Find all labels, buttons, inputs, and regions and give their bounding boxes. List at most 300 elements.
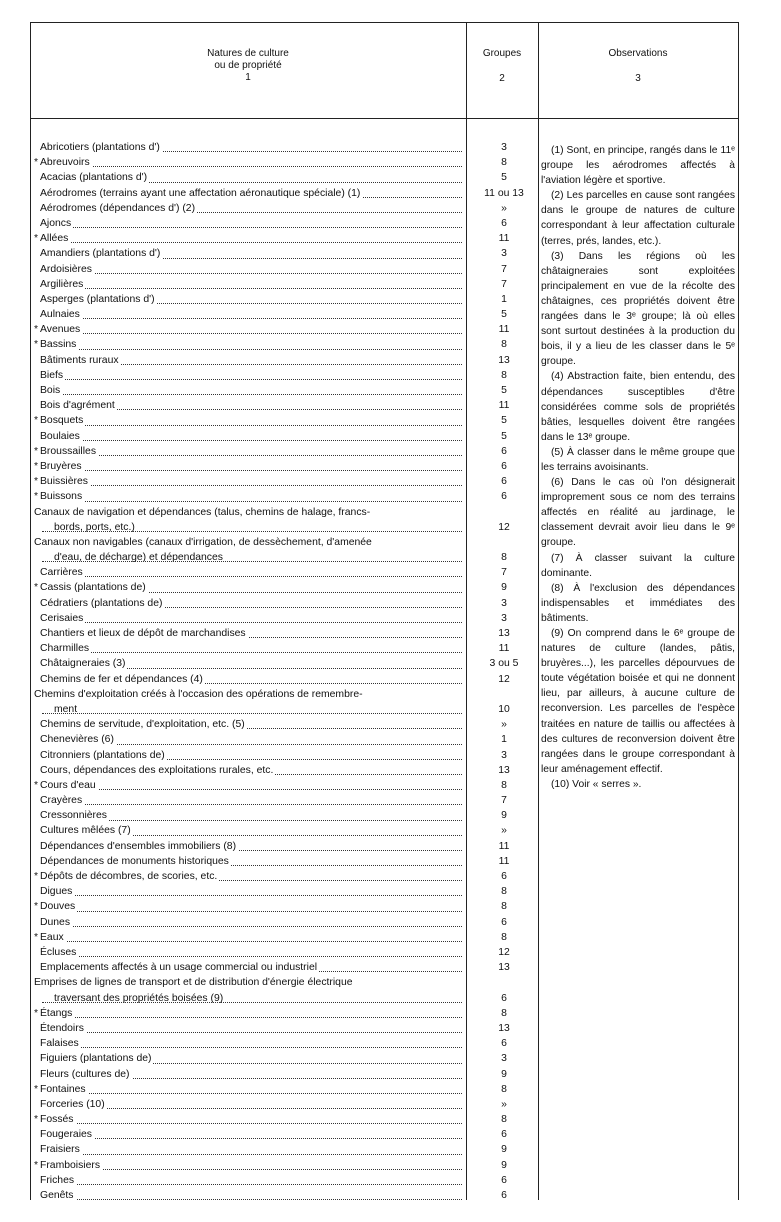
leader-dots: [42, 561, 462, 562]
observation-note: (8) À l'exclusion des dépendances indispensables et immédiates des bâtiments.: [541, 582, 735, 624]
table-row: [30, 1158, 739, 1173]
group-cell: 6: [501, 445, 507, 457]
group-cell: 5: [501, 309, 507, 321]
nature-cell: [34, 1112, 462, 1127]
nature-cell: [34, 687, 462, 717]
nature-label: Avenues: [40, 324, 81, 336]
nature-label: Écluses: [40, 946, 77, 958]
group-cell: 8: [501, 1114, 507, 1126]
leader-dots: [42, 425, 462, 426]
nature-cell: [34, 975, 462, 1005]
nature-label: Fontaines: [40, 1083, 86, 1095]
nature-cell: [34, 763, 462, 778]
star-marker: *: [34, 445, 39, 457]
observations-text: [541, 143, 735, 792]
header-natures: [30, 48, 466, 84]
group-cell: 3 ou 5: [489, 658, 519, 670]
star-marker: *: [34, 157, 39, 169]
group-cell: 9: [501, 1068, 507, 1080]
table-row: [30, 1097, 739, 1112]
nature-cell: [34, 474, 462, 489]
table-row: [30, 823, 739, 838]
nature-cell: [34, 823, 462, 838]
nature-label: Emprises de lignes de transport et de distribution d'énergie électrique: [34, 977, 353, 989]
nature-cell: [34, 565, 462, 580]
table-row: [30, 1188, 739, 1203]
header-observations-number: 3: [635, 73, 641, 84]
nature-label: Abricotiers (plantations d'): [40, 142, 160, 153]
nature-cell: [34, 535, 462, 565]
nature-cell: [34, 277, 462, 292]
nature-label-cont: d'eau, de décharge) et dépendances: [54, 552, 223, 564]
group-cell: 13: [498, 1022, 510, 1034]
nature-cell: [34, 1188, 462, 1203]
star-marker: *: [34, 901, 39, 913]
group-cell: »: [501, 1098, 507, 1110]
observation-note: (5) À classer dans le même groupe que les terrains avoisinants.: [541, 446, 735, 473]
nature-label: Asperges (plantations d'): [40, 293, 155, 305]
leader-dots: [42, 804, 462, 805]
nature-cell: [34, 626, 462, 641]
nature-label: Chemins de servitude, d'exploitation, etc. (5): [40, 719, 245, 731]
nature-cell: [34, 1127, 462, 1142]
nature-cell: [34, 505, 462, 535]
nature-label: Aulnaies: [40, 309, 80, 321]
group-cell: 3: [501, 597, 507, 609]
nature-label: Ajoncs: [40, 217, 72, 229]
star-marker: *: [34, 339, 39, 351]
nature-label: Fraisiers: [40, 1144, 80, 1156]
star-marker: *: [34, 324, 39, 336]
nature-label-cont: ment: [54, 703, 78, 715]
nature-cell: [34, 413, 462, 428]
group-cell: 6: [501, 491, 507, 503]
nature-label: Canaux de navigation et dépendances (talus, chemins de halage, francs-: [34, 506, 371, 518]
leader-dots: [42, 1093, 462, 1094]
nature-label: Bâtiments ruraux: [40, 354, 119, 366]
group-cell: 5: [501, 172, 507, 184]
table-row: [30, 869, 739, 884]
nature-label: Ardoisières: [40, 263, 92, 275]
leader-dots: [42, 394, 462, 395]
observation-note: (7) À classer suivant la culture dominante.: [541, 552, 735, 579]
nature-cell: [34, 337, 462, 352]
nature-cell: [34, 869, 462, 884]
culture-table: [30, 22, 739, 1200]
nature-cell: [34, 489, 462, 504]
nature-cell: [34, 884, 462, 899]
leader-dots: [42, 379, 462, 380]
group-cell: 8: [501, 931, 507, 943]
nature-cell: [34, 1036, 462, 1051]
nature-cell: [34, 1067, 462, 1082]
leader-dots: [42, 1002, 462, 1003]
nature-label: Bassins: [40, 339, 77, 351]
group-cell: 6: [501, 992, 507, 1004]
group-cell: 10: [498, 703, 510, 715]
nature-label: Canaux non navigables (canaux d'irrigation, de dessèchement, d'amenée: [34, 536, 372, 548]
nature-cell: [34, 839, 462, 854]
group-cell: 5: [501, 415, 507, 427]
table-row: [30, 1173, 739, 1188]
nature-cell: [34, 778, 462, 793]
nature-cell: [34, 368, 462, 383]
table-row: [30, 899, 739, 914]
group-cell: 8: [501, 901, 507, 913]
nature-cell: [34, 732, 462, 747]
nature-cell: [34, 854, 462, 869]
nature-cell: [34, 748, 462, 763]
nature-label: Eaux: [40, 931, 64, 943]
nature-label: Cerisaies: [40, 612, 84, 624]
nature-cell: [34, 353, 462, 368]
header-bottom-border: [30, 118, 739, 119]
nature-cell: [34, 611, 462, 626]
header-natures-line1: Natures de culture: [207, 48, 289, 59]
nature-cell: [34, 899, 462, 914]
group-cell: 13: [498, 628, 510, 640]
star-marker: *: [34, 415, 39, 427]
star-marker: *: [34, 871, 39, 883]
leader-dots: [42, 713, 462, 714]
leader-dots: [42, 1184, 462, 1185]
group-cell: 8: [501, 339, 507, 351]
header-groupes: [466, 48, 538, 85]
nature-cell: [34, 383, 462, 398]
nature-label: Chantiers et lieux de dépôt de marchandises: [40, 628, 246, 640]
group-cell: 6: [501, 871, 507, 883]
leader-dots: [42, 622, 462, 623]
nature-label: Étendoirs: [40, 1022, 84, 1034]
group-cell: 13: [498, 354, 510, 366]
leader-dots: [42, 576, 462, 577]
group-cell: 11: [498, 400, 510, 412]
group-cell: 6: [501, 1190, 507, 1201]
star-marker: *: [34, 1114, 39, 1126]
group-cell: 8: [501, 1007, 507, 1019]
table-row: [30, 975, 739, 1005]
group-cell: 7: [501, 278, 507, 290]
nature-label: Aérodromes (terrains ayant une affectation aéronautique spéciale) (1): [40, 187, 361, 199]
nature-label: Bosquets: [40, 415, 84, 427]
nature-label: Crayères: [40, 795, 83, 807]
nature-label: Chemins d'exploitation créés à l'occasion des opérations de remembre-: [34, 688, 363, 700]
group-cell: »: [501, 719, 507, 731]
leader-dots: [42, 941, 462, 942]
table-row: [30, 1082, 739, 1097]
nature-cell: [34, 808, 462, 823]
nature-cell: [34, 717, 462, 732]
nature-label: Fougeraies: [40, 1129, 92, 1141]
table-row: [30, 1006, 739, 1021]
group-cell: 3: [501, 749, 507, 761]
header-groupes-title: Groupes: [482, 48, 522, 59]
nature-cell: [34, 186, 462, 201]
star-marker: *: [34, 582, 39, 594]
nature-cell: [34, 596, 462, 611]
group-cell: 6: [501, 217, 507, 229]
leader-dots: [42, 1047, 462, 1048]
group-cell: 13: [498, 764, 510, 776]
group-cell: 12: [498, 673, 510, 685]
nature-label: Dépendances d'ensembles immobiliers (8): [40, 840, 237, 852]
group-cell: 9: [501, 1144, 507, 1156]
nature-label: Fleurs (cultures de): [40, 1068, 130, 1080]
observation-note: (9) On comprend dans le 6ᵉ groupe de natures de culture (landes, pâtis, bruyères...), les parcelles dépourvues de toute végétation boisée et qui ne donnent lieu, par ailleurs, à aucune culture de reconversion. Les parcelles de l'espèce traitées en nature de taillis ou affectées à des cultures de reconversion doivent être rangées dans le groupe correspondant à leur aménagement effectif.: [541, 628, 735, 775]
table-row: [30, 915, 739, 930]
leader-dots: [42, 318, 462, 319]
nature-cell: [34, 1082, 462, 1097]
nature-cell: [34, 641, 462, 656]
nature-label: Broussailles: [40, 445, 97, 457]
nature-label: Châtaigneraies (3): [40, 658, 126, 670]
nature-label: Acacias (plantations d'): [40, 172, 148, 184]
star-marker: *: [34, 1007, 39, 1019]
leader-dots: [42, 895, 462, 896]
group-cell: 1: [501, 293, 507, 305]
nature-label: Douves: [40, 901, 76, 913]
nature-label-cont: traversant des propriétés boisées (9): [54, 992, 224, 1004]
leader-dots: [42, 242, 462, 243]
nature-cell: [34, 930, 462, 945]
table-row: [30, 1067, 739, 1082]
nature-label: Falaises: [40, 1038, 79, 1050]
nature-label: Charmilles: [40, 643, 90, 655]
leader-dots: [42, 789, 462, 790]
group-cell: 3: [501, 248, 507, 260]
header-observations-title: Observations: [608, 48, 668, 59]
nature-cell: [34, 672, 462, 687]
group-cell: 12: [498, 946, 510, 958]
star-marker: *: [34, 460, 39, 472]
group-cell: 11: [498, 324, 510, 336]
nature-label: Carrières: [40, 567, 83, 579]
nature-cell: [34, 444, 462, 459]
nature-label: Digues: [40, 886, 73, 898]
nature-label: Fossés: [40, 1114, 74, 1126]
group-cell: 9: [501, 582, 507, 594]
leader-dots: [42, 288, 462, 289]
nature-cell: [34, 915, 462, 930]
nature-cell: [34, 155, 462, 170]
nature-cell: [34, 960, 462, 975]
group-cell: 3: [501, 142, 507, 153]
star-marker: *: [34, 233, 39, 245]
group-cell: 9: [501, 810, 507, 822]
table-row: [30, 1142, 739, 1157]
leader-dots: [42, 273, 462, 274]
group-cell: »: [501, 202, 507, 214]
table-row: [30, 884, 739, 899]
nature-label: Dunes: [40, 916, 71, 928]
nature-label: Allées: [40, 233, 69, 245]
nature-label: Chenevières (6): [40, 734, 114, 746]
group-cell: 6: [501, 1174, 507, 1186]
table-row: [30, 1051, 739, 1066]
nature-label: Cédratiers (plantations de): [40, 597, 163, 609]
group-cell: 7: [501, 795, 507, 807]
table-row: [30, 1112, 739, 1127]
table-row: [30, 960, 739, 975]
nature-cell: [34, 429, 462, 444]
group-cell: 1: [501, 734, 507, 746]
star-marker: *: [34, 476, 39, 488]
group-cell: 6: [501, 1129, 507, 1141]
leader-dots: [42, 333, 462, 334]
nature-cell: [34, 322, 462, 337]
group-cell: 9: [501, 1159, 507, 1171]
group-cell: 8: [501, 779, 507, 791]
nature-label: Abreuvoirs: [40, 157, 90, 169]
nature-label: Biefs: [40, 369, 64, 381]
group-cell: 11: [498, 643, 510, 655]
nature-label: Argilières: [40, 278, 84, 290]
nature-cell: [34, 1006, 462, 1021]
leader-dots: [42, 956, 462, 957]
nature-label: Cressonnières: [40, 810, 107, 822]
leader-dots: [42, 652, 462, 653]
nature-label: Buissons: [40, 491, 83, 503]
table-row: [30, 930, 739, 945]
table-row: [30, 945, 739, 960]
nature-label: Buissières: [40, 476, 88, 488]
nature-cell: [34, 656, 462, 671]
nature-cell: [34, 1051, 462, 1066]
table-row: [30, 1036, 739, 1051]
group-cell: 6: [501, 460, 507, 472]
leader-dots: [42, 1199, 462, 1200]
leader-dots: [42, 1123, 462, 1124]
group-cell: 6: [501, 1038, 507, 1050]
group-cell: 12: [498, 521, 510, 533]
group-cell: »: [501, 825, 507, 837]
leader-dots: [42, 1138, 462, 1139]
nature-cell: [34, 580, 462, 595]
nature-cell: [34, 1097, 462, 1112]
table-row: [30, 854, 739, 869]
nature-label: Forceries (10): [40, 1098, 105, 1110]
nature-label: Emplacements affectés à un usage commercial ou industriel: [40, 962, 318, 974]
nature-label: Boulaies: [40, 430, 80, 442]
group-cell: 11: [498, 855, 510, 867]
leader-dots: [42, 1154, 462, 1155]
observation-note: (3) Dans les régions où les châtaigneraies sont exploitées principalement en vue de la récolte des châtaignes, ces propriétés doivent être rangées dans le 3ᵉ groupe; là où elles sont surtout destinées à la production du bois, il y a lieu de les classer dans le 5ᵉ groupe.: [541, 250, 735, 368]
observation-note: (6) Dans le cas où l'on désignerait improprement sous ce nom des terrains affectés en réalité au jardinage, le classement devrait avoir lieu dans le 9ᵉ groupe.: [541, 477, 735, 549]
nature-label: Cours, dépendances des exploitations rurales, etc.: [40, 764, 274, 776]
header-observations: [538, 48, 738, 85]
leader-dots: [42, 485, 462, 486]
nature-label: Étangs: [40, 1007, 73, 1019]
leader-dots: [42, 531, 462, 532]
leader-dots: [42, 455, 462, 456]
nature-cell: [34, 1173, 462, 1188]
nature-label: Citronniers (plantations de): [40, 749, 165, 761]
nature-cell: [34, 231, 462, 246]
table-row: [30, 793, 739, 808]
nature-label: Cours d'eau: [40, 779, 96, 791]
group-cell: 8: [501, 886, 507, 898]
leader-dots: [42, 926, 462, 927]
table-row: [30, 1021, 739, 1036]
nature-label: Bois d'agrément: [40, 400, 115, 412]
table-row: [30, 808, 739, 823]
header-natures-number: 1: [245, 72, 251, 83]
nature-label: Bruyères: [40, 460, 82, 472]
leader-dots: [42, 470, 462, 471]
observation-note: (4) Abstraction faite, bien entendu, des dépendances susceptibles d'être considérées comme sols de propriétés bâties, lesquelles doivent être rangées dans le 13ᵉ groupe.: [541, 371, 735, 443]
star-marker: *: [34, 1159, 39, 1171]
group-cell: 7: [501, 567, 507, 579]
nature-cell: [34, 1142, 462, 1157]
nature-label: Dépôts de décombres, de scories, etc.: [40, 871, 218, 883]
leader-dots: [42, 440, 462, 441]
group-cell: 7: [501, 263, 507, 275]
table-row: [30, 839, 739, 854]
nature-label: Amandiers (plantations d'): [40, 248, 161, 260]
observation-note: (1) Sont, en principe, rangés dans le 11ᵉ groupe les aérodromes affectés à l'aviation légère et sportive.: [541, 145, 735, 187]
leader-dots: [42, 1017, 462, 1018]
star-marker: *: [34, 779, 39, 791]
group-cell: 8: [501, 552, 507, 564]
nature-cell: [34, 1158, 462, 1173]
group-cell: 6: [501, 916, 507, 928]
leader-dots: [42, 227, 462, 228]
group-cell: 6: [501, 476, 507, 488]
nature-cell: [34, 262, 462, 277]
group-cell: 8: [501, 157, 507, 169]
leader-dots: [42, 911, 462, 912]
nature-label-cont: bords, ports, etc.): [54, 521, 135, 533]
header-natures-line2: ou de propriété: [214, 60, 282, 71]
group-cell: 11 ou 13: [484, 187, 524, 199]
nature-label: Genêts: [40, 1190, 74, 1201]
group-cell: 5: [501, 385, 507, 396]
nature-label: Aérodromes (dépendances d') (2): [40, 202, 196, 214]
nature-cell: [34, 307, 462, 322]
group-cell: 11: [498, 840, 510, 852]
leader-dots: [42, 1032, 462, 1033]
group-cell: 11: [498, 233, 510, 245]
star-marker: *: [34, 931, 39, 943]
nature-cell: [34, 140, 462, 155]
nature-label: Cultures mêlées (7): [40, 825, 131, 837]
star-marker: *: [34, 491, 39, 503]
nature-label: Framboisiers: [40, 1159, 101, 1171]
nature-cell: [34, 216, 462, 231]
observation-note: (10) Voir « serres ».: [551, 778, 642, 790]
nature-label: Dépendances de monuments historiques: [40, 855, 229, 867]
nature-label: Cassis (plantations de): [40, 582, 146, 594]
nature-cell: [34, 793, 462, 808]
leader-dots: [42, 349, 462, 350]
nature-label: Figuiers (plantations de): [40, 1053, 152, 1065]
group-cell: 5: [501, 430, 507, 442]
nature-label: Chemins de fer et dépendances (4): [40, 673, 203, 685]
nature-cell: [34, 170, 462, 185]
table-top-border: [30, 22, 739, 23]
nature-label: Bois: [40, 385, 61, 396]
header-groupes-number: 2: [499, 73, 505, 84]
nature-cell: [34, 292, 462, 307]
nature-cell: [34, 1021, 462, 1036]
nature-cell: [34, 398, 462, 413]
group-cell: 3: [501, 612, 507, 624]
leader-dots: [42, 1169, 462, 1170]
star-marker: *: [34, 1083, 39, 1095]
nature-label: Friches: [40, 1174, 75, 1186]
group-cell: 8: [501, 369, 507, 381]
group-cell: 13: [498, 962, 510, 974]
